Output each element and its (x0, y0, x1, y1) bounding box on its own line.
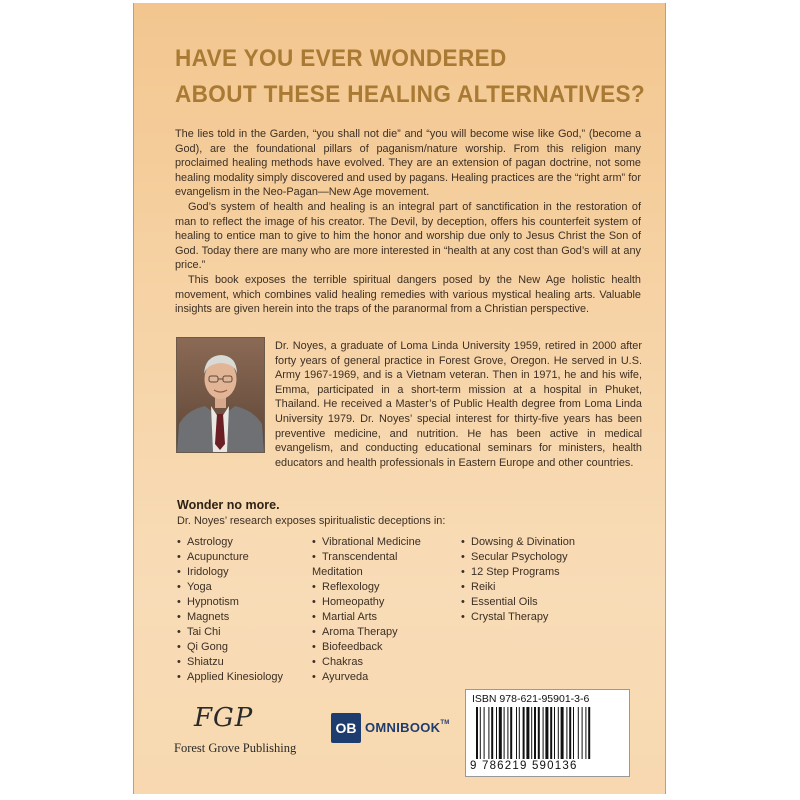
bullet-icon: • (312, 656, 316, 668)
bullet-icon: • (312, 551, 316, 563)
trademark-label: TM (440, 720, 450, 726)
headline-line-2: ABOUT THESE HEALING ALTERNATIVES? (175, 81, 646, 108)
list-item: • Vibrational Medicine (312, 536, 421, 548)
list-item: • Ayurveda (312, 671, 369, 683)
author-portrait-image (177, 338, 264, 452)
list-item: • 12 Step Programs (461, 566, 560, 578)
list-item-continuation: Meditation (312, 566, 363, 578)
list-item: • Secular Psychology (461, 551, 568, 563)
publisher-name: Forest Grove Publishing (174, 741, 297, 755)
bullet-icon: • (312, 581, 316, 593)
list-item: • Crystal Therapy (461, 611, 549, 623)
bullet-icon: • (461, 596, 465, 608)
list-item: • Transcendental (312, 551, 398, 563)
list-item: • Tai Chi (177, 626, 221, 638)
list-item: • Qi Gong (177, 641, 228, 653)
bullet-icon: • (312, 641, 316, 653)
omnibook-mark-icon: OB (331, 713, 361, 743)
bullet-icon: • (177, 671, 181, 683)
list-item: • Hypnotism (177, 596, 239, 608)
bullet-icon: • (177, 596, 181, 608)
headline-line-1: HAVE YOU EVER WONDERED (175, 45, 507, 72)
omnibook-name: OMNIBOOK™ (365, 720, 450, 735)
deception-list-column-3 (461, 535, 575, 625)
list-item: • Homeopathy (312, 596, 385, 608)
blurb (175, 127, 641, 317)
list-item: • Acupuncture (177, 551, 249, 563)
bullet-icon: • (177, 656, 181, 668)
list-item: • Martial Arts (312, 611, 378, 623)
bullet-icon: • (177, 641, 181, 653)
bullet-icon: • (312, 626, 316, 638)
list-item: • Astrology (177, 536, 233, 548)
bullet-icon: • (312, 596, 316, 608)
list-item: • Dowsing & Divination (461, 536, 575, 548)
list-item: • Reflexology (312, 581, 380, 593)
barcode-icon (474, 707, 621, 759)
list-item: • Aroma Therapy (312, 626, 398, 638)
list-item: • Iridology (177, 566, 229, 578)
fgp-logo-mark: FGP (194, 703, 254, 733)
isbn-number: 9 786219 590136 (470, 760, 578, 772)
bullet-icon: • (461, 611, 465, 623)
bullet-icon: • (461, 551, 465, 563)
publisher-logo (174, 703, 304, 765)
bullet-icon: • (312, 536, 316, 548)
list-item: • Biofeedback (312, 641, 383, 653)
list-item: • Essential Oils (461, 596, 538, 608)
list-item: • Magnets (177, 611, 230, 623)
bullet-icon: • (461, 581, 465, 593)
bullet-icon: • (177, 566, 181, 578)
bullet-icon: • (312, 611, 316, 623)
bullet-icon: • (461, 536, 465, 548)
list-item: • Chakras (312, 656, 363, 668)
bullet-icon: • (312, 671, 316, 683)
bullet-icon: • (177, 551, 181, 563)
bullet-icon: • (177, 626, 181, 638)
blurb-paragraph-2: God’s system of health and healing is an integral part of sanctification in the restoration of man to reflect the image of his creator. The Devil, by deception, offers his counterfeit system of healing to entice man to give to him the honor and worship due only to Jesus Christ the Son of God. Today there are many who are more interested in “health at any cost than God’s will at any price.” (175, 200, 641, 272)
author-photo (176, 337, 265, 453)
headline (175, 41, 646, 113)
blurb-paragraph-3: This book exposes the terrible spiritual dangers posed by the New Age holistic health movement, which combines valid healing remedies with various mystical healing arts. Valuable insights are given herein into the traps of the paranormal from a Christian perspective. (175, 273, 641, 316)
deception-list-column-1 (177, 535, 283, 685)
isbn-label: ISBN 978-621-95901-3-6 (472, 693, 590, 705)
blurb-paragraph-1: The lies told in the Garden, “you shall not die” and “you will become wise like God,” (become a God), are the foundational pillars of paganism/nature worship. From this religion many proclaimed healing methods have evolved. They are an extension of pagan doctrine, not some healing modality simply discovered and used by pagans. Healing practices are the “right arm” for evangelism in the Neo-Pagan—New Age movement. (175, 128, 641, 199)
isbn-barcode (465, 689, 630, 777)
author-bio: Dr. Noyes, a graduate of Loma Linda University 1959, retired in 2000 after forty years of general practice in Forest Grove, Oregon. He served in U.S. Army 1967-1969, and is a Vietnam veteran. Then in 1971, he and his wife, Emma, participated in a short-term mission at a hospital in Phuket, Thailand. He received a Master’s of Public Health degree from Loma Linda University 1979. Dr. Noyes’ special interest for thirty-five years has been preventive medicine, and nutrition. He has been active in medical evangelism, and conducting educational seminars for ministers, health educators and health professionals in Eastern Europe and other countries. (275, 340, 642, 469)
bullet-icon: • (177, 581, 181, 593)
list-item: • Reiki (461, 581, 496, 593)
wonder-heading: Wonder no more. (177, 498, 280, 512)
bullet-icon: • (177, 611, 181, 623)
deception-list-column-2 (312, 535, 421, 685)
book-back-cover (133, 3, 666, 794)
list-item: • Shiatzu (177, 656, 224, 668)
list-item: • Applied Kinesiology (177, 671, 284, 683)
bullet-icon: • (461, 566, 465, 578)
list-item: • Yoga (177, 581, 212, 593)
bullet-icon: • (177, 536, 181, 548)
wonder-subheading: Dr. Noyes’ research exposes spiritualistic deceptions in: (177, 515, 446, 527)
